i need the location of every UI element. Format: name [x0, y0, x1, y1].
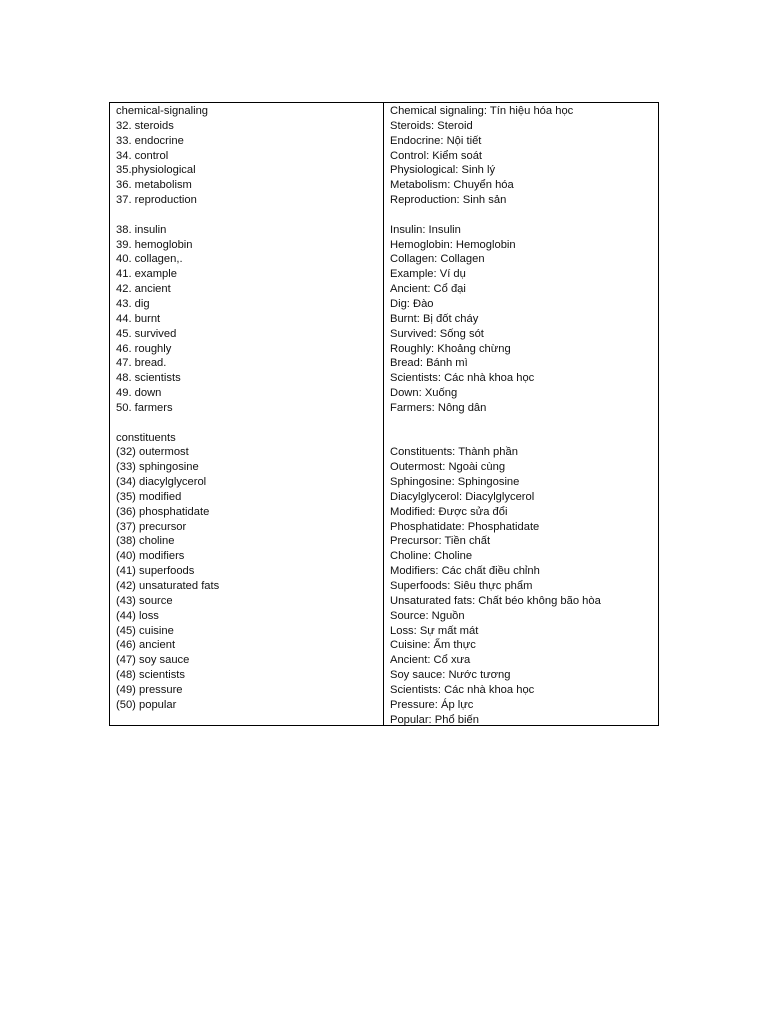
term-line: 35.physiological — [116, 164, 196, 177]
term-line: 41. example — [116, 268, 177, 281]
translation-line: Chemical signaling: Tín hiệu hóa học — [390, 105, 574, 117]
translation-line: Choline: Choline — [390, 550, 473, 563]
translation-line: Collagen: Collagen — [390, 253, 485, 266]
term-line: constituents — [116, 431, 176, 444]
translation-line — [390, 416, 658, 431]
translation-line: Roughly: Khoảng chừng — [390, 342, 511, 355]
term-line: (32) outermost — [116, 446, 189, 459]
translation-line: Control: Kiểm soát — [390, 149, 483, 162]
translation-line: Ancient: Cổ xưa — [390, 654, 471, 667]
translation-line: Precursor: Tiền chất — [390, 535, 491, 548]
term-line: 46. roughly — [116, 342, 172, 355]
translation-line: Popular: Phổ biến — [390, 713, 479, 726]
term-line: 37. reproduction — [116, 194, 197, 207]
translation-line: Survived: Sống sót — [390, 327, 484, 340]
translation-line: Superfoods: Siêu thực phẩm — [390, 580, 533, 592]
term-line: (38) choline — [116, 535, 175, 548]
term-line: (49) pressure — [116, 683, 183, 696]
term-line: (46) ancient — [116, 639, 176, 652]
translation-line: Soy sauce: Nước tương — [390, 669, 511, 682]
translation-line: Insulin: Insulin — [390, 223, 461, 236]
term-line: 49. down — [116, 387, 162, 400]
term-line: (35) modified — [116, 490, 182, 503]
translation-line: Constituents: Thành phần — [390, 446, 518, 459]
term-line: 36. metabolism — [116, 179, 192, 192]
translation-line: Diacylglycerol: Diacylglycerol — [390, 490, 535, 503]
translation-line: Bread: Bánh mì — [390, 357, 468, 370]
term-line: 47. bread. — [116, 357, 167, 370]
term-line: 45. survived — [116, 327, 177, 340]
translation-line: Unsaturated fats: Chất béo không bão hòa — [390, 594, 601, 607]
translation-line: Pressure: Áp lực — [390, 698, 474, 711]
term-line: chemical-signaling — [116, 105, 209, 117]
term-line: 38. insulin — [116, 223, 167, 236]
term-line: 42. ancient — [116, 283, 171, 296]
translation-line: Down: Xuống — [390, 387, 458, 400]
term-line: (33) sphingosine — [116, 461, 199, 474]
term-line: 50. farmers — [116, 401, 173, 414]
term-line: 33. endocrine — [116, 134, 184, 147]
term-line: 43. dig — [116, 297, 150, 310]
term-line — [116, 416, 383, 431]
translation-line: Ancient: Cổ đại — [390, 283, 466, 296]
term-line: (36) phosphatidate — [116, 505, 210, 518]
term-line: 40. collagen,. — [116, 253, 183, 266]
term-line: (40) modifiers — [116, 550, 185, 563]
term-line: 48. scientists — [116, 372, 181, 385]
translation-line: Cuisine: Ẩm thực — [390, 639, 476, 652]
translation-line: Burnt: Bị đốt cháy — [390, 312, 479, 325]
translation-line: Loss: Sự mất mát — [390, 624, 479, 637]
translation-line: Scientists: Các nhà khoa học — [390, 683, 535, 696]
term-line: 34. control — [116, 149, 169, 162]
term-line: (37) precursor — [116, 520, 187, 533]
term-column — [110, 103, 384, 725]
translation-line: Dig: Đào — [390, 297, 434, 310]
translation-line: Farmers: Nông dân — [390, 401, 487, 414]
translation-line: Hemoglobin: Hemoglobin — [390, 238, 516, 251]
translation-line: Scientists: Các nhà khoa học — [390, 372, 535, 385]
translation-line: Source: Nguồn — [390, 609, 465, 622]
translation-line: Modified: Được sửa đổi — [390, 505, 508, 518]
translation-line: Steroids: Steroid — [390, 119, 473, 132]
term-line: (45) cuisine — [116, 624, 174, 637]
term-line: 32. steroids — [116, 119, 174, 132]
term-line: (47) soy sauce — [116, 654, 190, 667]
term-line: 44. burnt — [116, 312, 161, 325]
translation-line: Physiological: Sinh lý — [390, 164, 496, 177]
translation-line: Outermost: Ngoài cùng — [390, 461, 506, 474]
translation-line: Metabolism: Chuyển hóa — [390, 179, 514, 192]
term-line: (42) unsaturated fats — [116, 580, 220, 592]
translation-line: Phosphatidate: Phosphatidate — [390, 520, 540, 533]
translation-column — [384, 103, 658, 725]
translation-line: Sphingosine: Sphingosine — [390, 476, 520, 489]
term-line: (48) scientists — [116, 669, 186, 682]
term-line: (50) popular — [116, 698, 177, 711]
term-line: 39. hemoglobin — [116, 238, 193, 251]
translation-line: Example: Ví dụ — [390, 268, 466, 281]
translation-line: Modifiers: Các chất điều chỉnh — [390, 565, 540, 578]
term-line: (41) superfoods — [116, 565, 195, 578]
term-line: (44) loss — [116, 609, 159, 622]
term-line: (43) source — [116, 594, 173, 607]
translation-line: Reproduction: Sinh sản — [390, 194, 507, 207]
vocabulary-table — [109, 102, 659, 726]
term-line — [116, 208, 383, 223]
translation-line: Endocrine: Nội tiết — [390, 134, 482, 147]
term-line: (34) diacylglycerol — [116, 476, 207, 489]
translation-line — [390, 208, 658, 223]
translation-line — [390, 431, 658, 446]
